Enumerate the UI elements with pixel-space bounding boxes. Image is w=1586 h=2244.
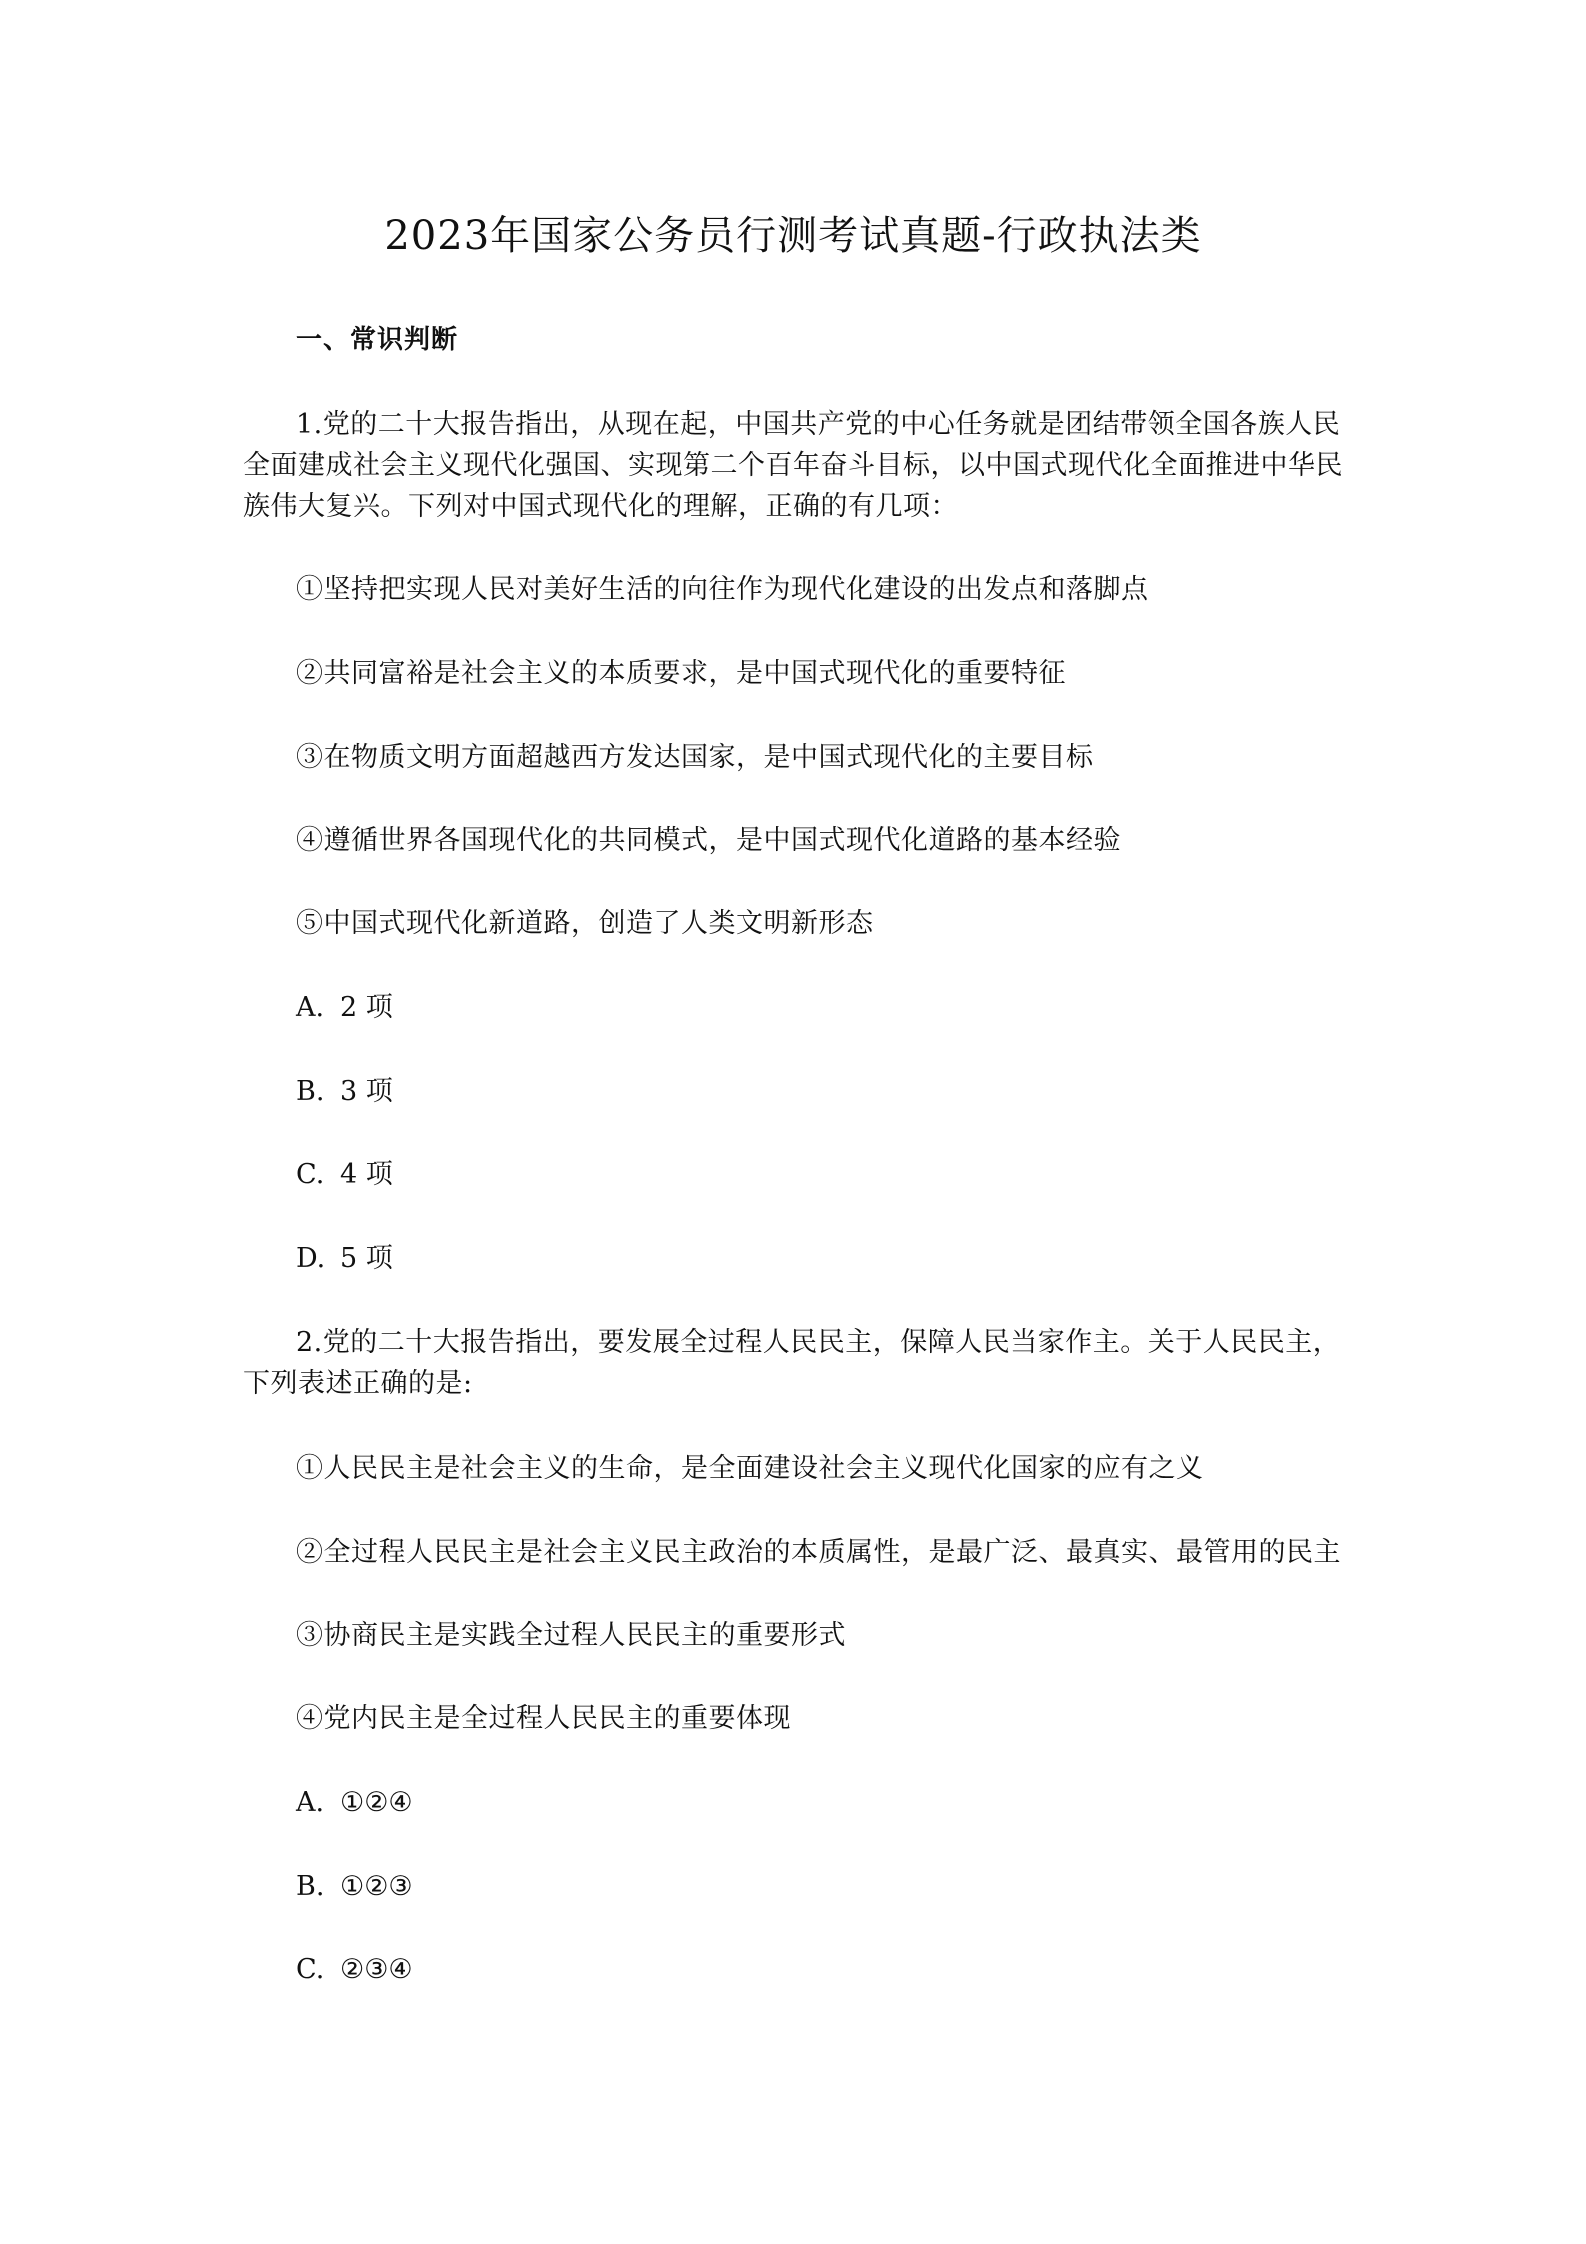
question-2-statement-1: ①人民民主是社会主义的生命，是全面建设社会主义现代化国家的应有之义 bbox=[296, 1453, 1204, 1484]
question-1-statement-4: ④遵循世界各国现代化的共同模式，是中国式现代化道路的基本经验 bbox=[296, 825, 1121, 856]
option-text: ②③④ bbox=[340, 1954, 413, 1985]
question-1-option-c bbox=[296, 1157, 393, 1193]
option-text: ①②④ bbox=[340, 1787, 413, 1818]
question-1-stem: 1.党的二十大报告指出，从现在起，中国共产党的中心任务就是团结带领全国各族人民全面建成社会主义现代化强国、实现第二个百年奋斗目标，以中国式现代化全面推进中华民族伟大复兴。下列对中国式现代化的理解，正确的有几项： bbox=[243, 409, 1343, 522]
option-letter: C. bbox=[296, 1954, 325, 1985]
option-letter: B. bbox=[296, 1871, 325, 1902]
question-2-statement-2: ②全过程人民民主是社会主义民主政治的本质属性，是最广泛、最真实、最管用的民主 bbox=[296, 1537, 1341, 1568]
document-title: 2023年国家公务员行测考试真题-行政执法类 bbox=[384, 213, 1202, 259]
question-2-option-b bbox=[296, 1869, 413, 1905]
option-letter: A. bbox=[296, 992, 325, 1023]
question-2-statement-4: ④党内民主是全过程人民民主的重要体现 bbox=[296, 1703, 791, 1734]
option-letter: B. bbox=[296, 1076, 325, 1107]
option-text: 3 项 bbox=[340, 1076, 393, 1107]
option-text: 5 项 bbox=[340, 1243, 393, 1274]
option-text: 4 项 bbox=[340, 1159, 393, 1190]
question-1-statement-1: ①坚持把实现人民对美好生活的向往作为现代化建设的出发点和落脚点 bbox=[296, 574, 1149, 605]
question-1-option-b bbox=[296, 1074, 393, 1110]
question-2-option-c bbox=[296, 1952, 413, 1988]
option-text: ①②③ bbox=[340, 1871, 413, 1902]
question-1-option-a bbox=[296, 990, 393, 1026]
option-text: 2 项 bbox=[340, 992, 393, 1023]
option-letter: D. bbox=[296, 1243, 326, 1274]
question-1-option-d bbox=[296, 1241, 393, 1277]
option-letter: C. bbox=[296, 1159, 325, 1190]
question-1-statement-5: ⑤中国式现代化新道路，创造了人类文明新形态 bbox=[296, 908, 874, 939]
option-letter: A. bbox=[296, 1787, 325, 1818]
section-heading: 一、常识判断 bbox=[296, 325, 459, 355]
question-1-statement-2: ②共同富裕是社会主义的本质要求，是中国式现代化的重要特征 bbox=[296, 658, 1066, 689]
question-2-statement-3: ③协商民主是实践全过程人民民主的重要形式 bbox=[296, 1620, 846, 1651]
question-2-stem: 2.党的二十大报告指出，要发展全过程人民民主，保障人民当家作主。关于人民民主，下列表述正确的是: bbox=[243, 1327, 1341, 1399]
question-2-option-a bbox=[296, 1785, 413, 1821]
question-1-statement-3: ③在物质文明方面超越西方发达国家，是中国式现代化的主要目标 bbox=[296, 742, 1094, 773]
